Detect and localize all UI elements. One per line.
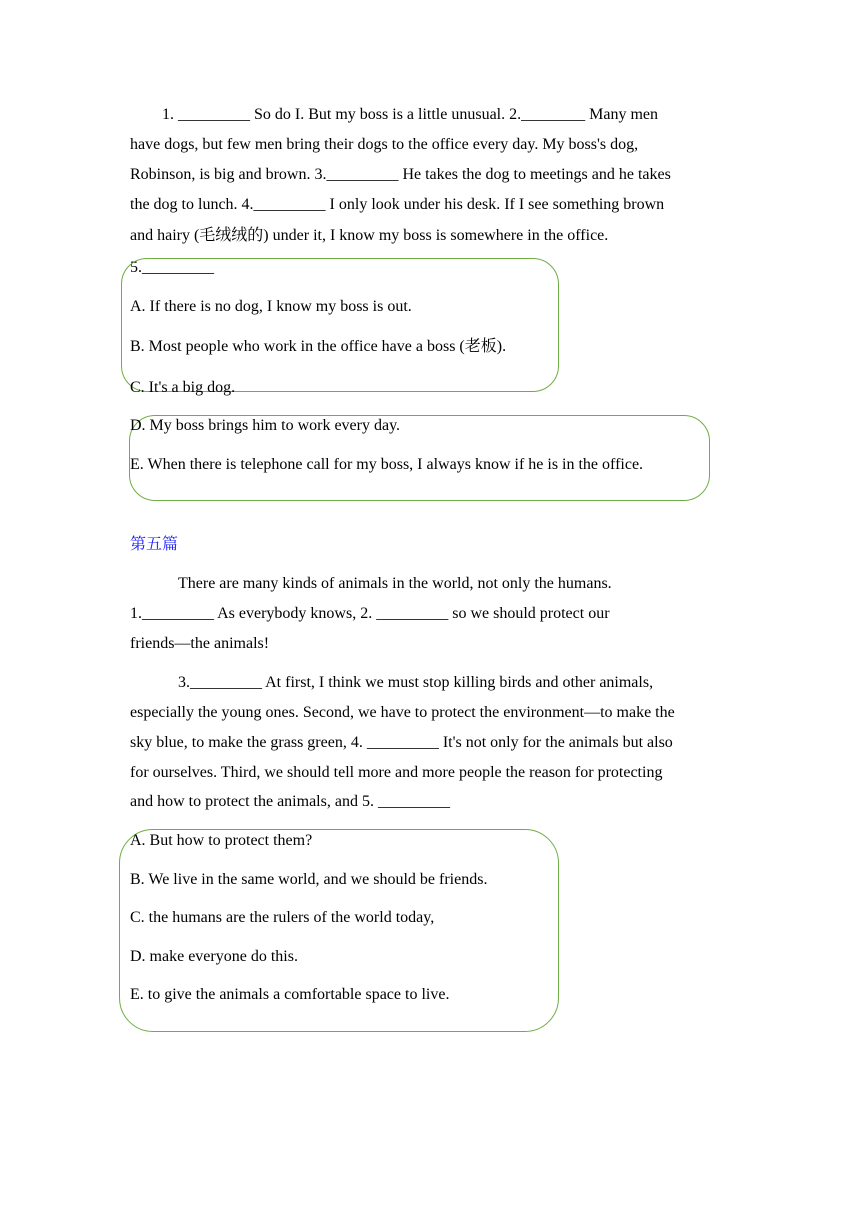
passage-line: for ourselves. Third, we should tell more and more people the reason for protecting [130, 764, 663, 781]
passage-line: Robinson, is big and brown. 3._________ He takes the dog to meetings and he takes [130, 166, 671, 183]
passage-line: 5._________ [130, 259, 214, 276]
option-a: A. But how to protect them? [130, 832, 313, 849]
section-heading: 第五篇 [130, 534, 179, 553]
option-b: B. We live in the same world, and we should be friends. [130, 871, 488, 888]
passage-line: especially the young ones. Second, we have to protect the environment—to make the [130, 704, 675, 721]
passage-line: 1. _________ So do I. But my boss is a little unusual. 2.________ Many men [162, 106, 658, 123]
passage-line: 1._________ As everybody knows, 2. _________ so we should protect our [130, 605, 610, 622]
options-box-frame [121, 258, 559, 392]
option-b: B. Most people who work in the office have a boss (老板). [130, 338, 507, 355]
passage-line: sky blue, to make the grass green, 4. _________ It's not only for the animals but also [130, 734, 673, 751]
passage-line: 3._________ At first, I think we must stop killing birds and other animals, [178, 674, 654, 691]
passage-line: and hairy (毛绒绒的) under it, I know my boss is somewhere in the office. [130, 227, 609, 244]
option-d: D. My boss brings him to work every day. [130, 417, 401, 434]
option-e: E. When there is telephone call for my boss, I always know if he is in the office. [130, 456, 644, 473]
option-e: E. to give the animals a comfortable space to live. [130, 986, 450, 1003]
passage-line: friends—the animals! [130, 635, 270, 652]
passage-line: have dogs, but few men bring their dogs to the office every day. My boss's dog, [130, 136, 639, 153]
passage-line: and how to protect the animals, and 5. _________ [130, 793, 450, 810]
passage-line: the dog to lunch. 4._________ I only look under his desk. If I see something brown [130, 196, 665, 213]
passage-line: There are many kinds of animals in the world, not only the humans. [178, 575, 612, 592]
option-c: C. the humans are the rulers of the world today, [130, 909, 435, 926]
option-c: C. It's a big dog. [130, 379, 236, 396]
option-d: D. make everyone do this. [130, 948, 298, 965]
option-a: A. If there is no dog, I know my boss is out. [130, 298, 412, 315]
